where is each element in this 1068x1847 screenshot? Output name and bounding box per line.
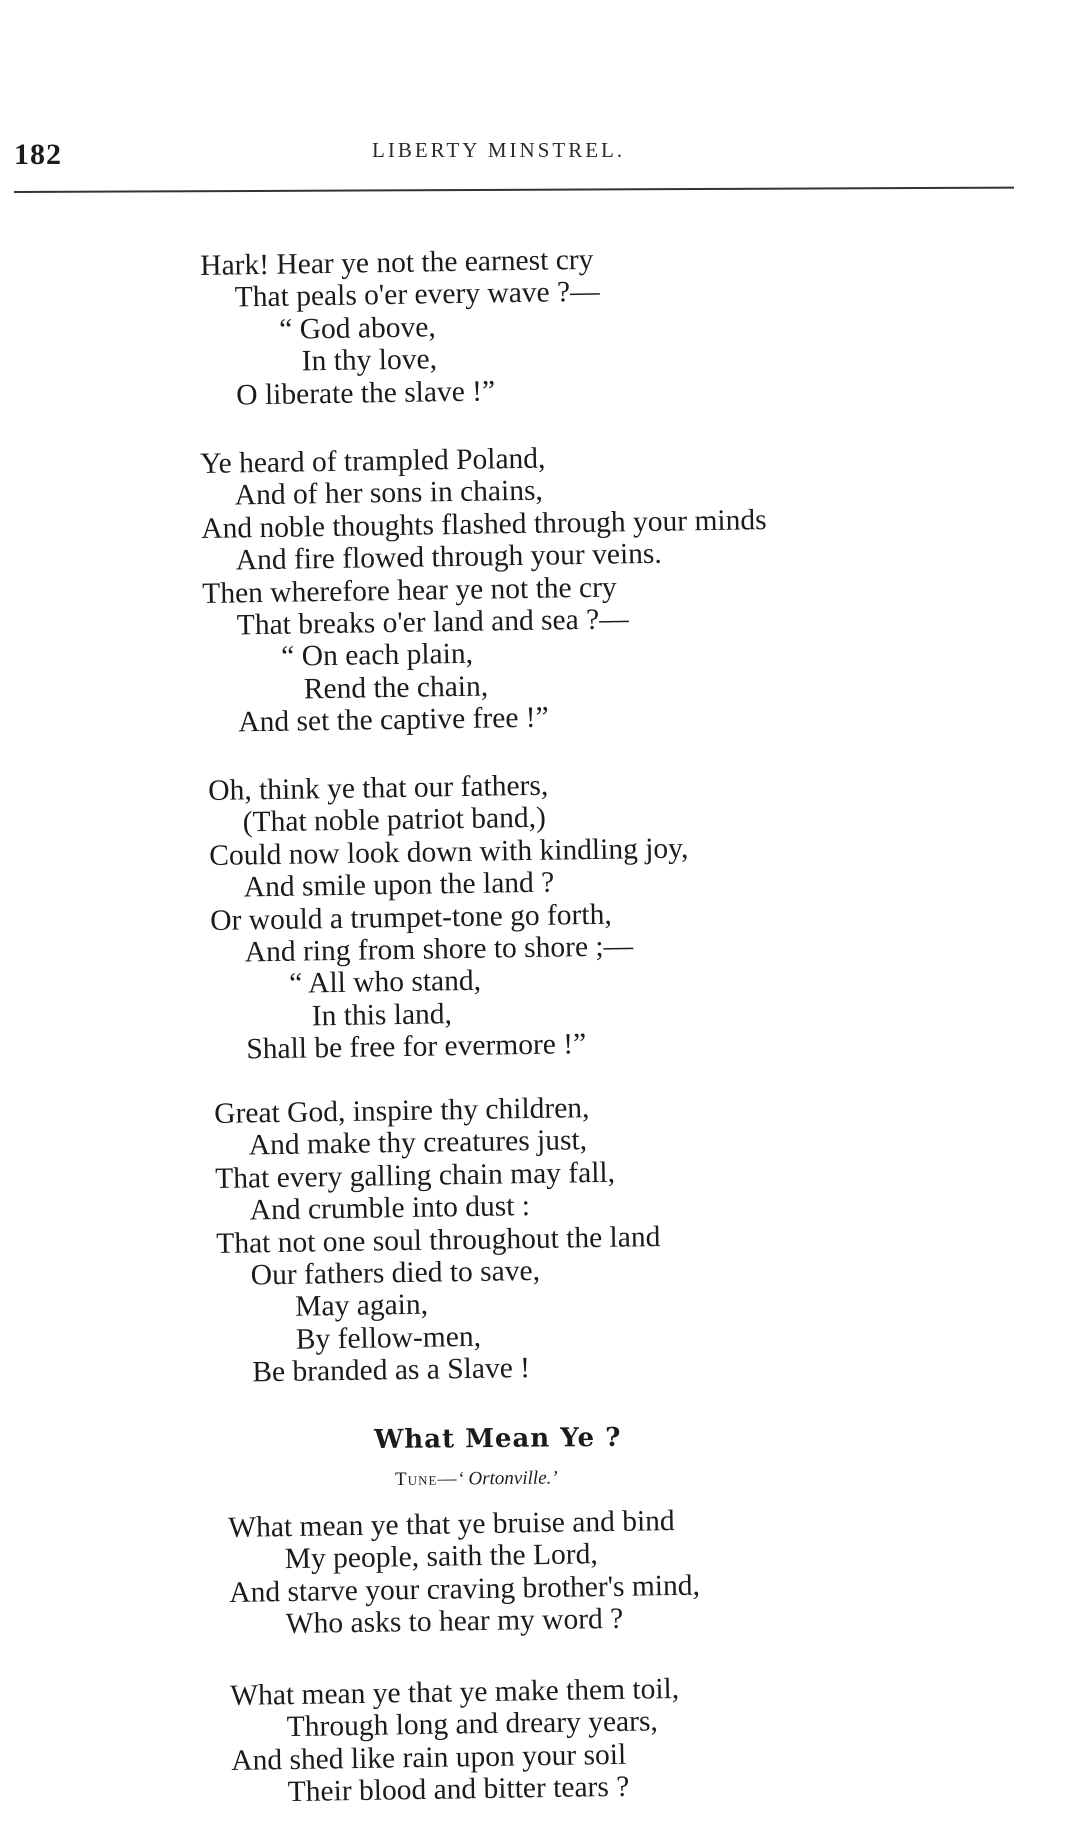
verse-line: Oh, think ye that our fathers,: [208, 769, 549, 807]
verse-line: And crumble into dust :: [249, 1190, 531, 1227]
verse-line: Ye heard of trampled Poland,: [200, 442, 546, 480]
stanza-1: [200, 244, 601, 412]
verse-line: Great God, inspire thy children,: [214, 1092, 590, 1130]
verse-line: And starve your craving brother's mind,: [229, 1569, 701, 1609]
verse-line: O liberate the slave !”: [236, 375, 496, 412]
stanza-2: [200, 439, 770, 740]
verse-line: In this land,: [311, 998, 453, 1033]
verse-line: Hark! Hear ye not the earnest cry: [200, 243, 594, 282]
verse-line: Then wherefore hear ye not the cry: [202, 571, 617, 610]
verse-line: My people, saith the Lord,: [284, 1538, 598, 1576]
running-head: LIBERTY MINSTREL.: [372, 138, 626, 162]
stanza-4: [214, 1091, 663, 1390]
verse-line: In thy love,: [301, 343, 438, 378]
verse-line: Shall be free for evermore !”: [246, 1028, 587, 1066]
verse-line: Could now look down with kindling joy,: [209, 832, 689, 872]
verse-line: By fellow-men,: [295, 1320, 482, 1356]
verse-line: That not one soul throughout the land: [216, 1220, 661, 1260]
poem2-stanza-1: [228, 1505, 701, 1642]
verse-line: And ring from shore to shore ;—: [244, 930, 634, 969]
verse-line: And fire flowed through your veins.: [235, 537, 663, 577]
verse-line: “ On each plain,: [281, 638, 474, 674]
verse-line: What mean ye that ye make them toil,: [230, 1672, 680, 1712]
tune-label: Tune—: [395, 1468, 458, 1490]
verse-line: “ All who stand,: [289, 965, 482, 1001]
poem-title: What Mean Ye ?: [374, 1422, 622, 1455]
verse-line: And make thy creatures just,: [248, 1124, 588, 1162]
tune-name: ‘ Ortonville.’: [457, 1467, 558, 1490]
verse-line: Be branded as a Slave !: [252, 1352, 531, 1389]
page-number: 182: [14, 138, 62, 171]
header-rule: [14, 187, 1014, 193]
verse-line: Rend the chain,: [303, 670, 489, 706]
verse-line: (That noble patriot band,): [242, 802, 547, 839]
verse-line: What mean ye that ye bruise and bind: [228, 1504, 675, 1544]
verse-line: Who asks to hear my word ?: [285, 1603, 624, 1641]
verse-line: Their blood and bitter tears ?: [287, 1770, 630, 1809]
poem2-stanza-2: [230, 1673, 681, 1810]
tune-line: [395, 1468, 558, 1491]
verse-line: That every galling chain may fall,: [215, 1156, 616, 1195]
verse-line: Or would a trumpet-tone go forth,: [210, 898, 612, 937]
verse-line: And of her sons in chains,: [234, 475, 544, 512]
verse-line: That peals o'er every wave ?—: [234, 276, 600, 314]
verse-line: And smile upon the land ?: [243, 866, 555, 904]
verse-line: That breaks o'er land and sea ?—: [236, 603, 629, 642]
verse-line: “ God above,: [279, 311, 436, 346]
verse-line: Through long and dreary years,: [286, 1705, 659, 1744]
verse-line: And set the captive free !”: [238, 701, 549, 739]
verse-line: May again,: [295, 1289, 429, 1324]
verse-line: And noble thoughts flashed through your minds: [201, 503, 767, 545]
verse-line: And shed like rain upon your soil: [231, 1738, 627, 1777]
stanza-3: [208, 767, 692, 1066]
verse-line: Our fathers died to save,: [250, 1254, 541, 1292]
